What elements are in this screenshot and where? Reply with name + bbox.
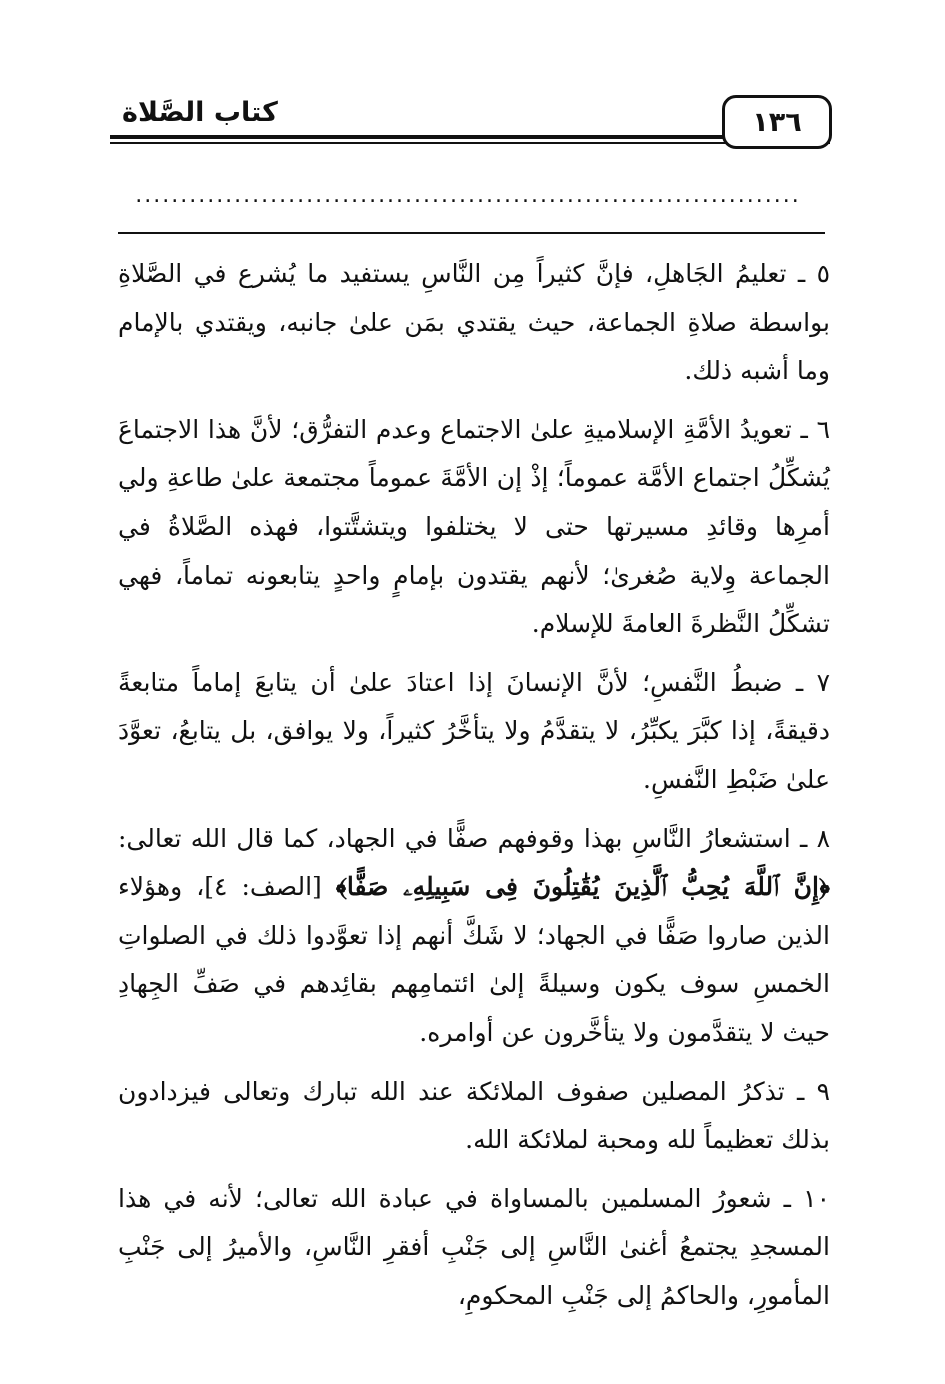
paragraph-10: ١٠ ـ شعورُ المسلمين بالمساواة في عبادة الله تعالى؛ لأنه في هذا المسجدِ يجتمعُ أغنىٰ النَّاسِ إلى جَنْبِ أفقرِ النَّاسِ، والأميرُ إلى جَنْبِ المأمورِ، والحاكمُ إلى جَنْبِ المحكومِ،: [118, 1183, 830, 1310]
header-rule-thin: [110, 142, 830, 144]
paragraph-8-rest: [الصف: ٤]، وهؤلاء الذين صاروا صَفًّا في الجهاد؛ لا شَكَّ أنهم إذا تعوَّدوا ذلك في الصلواتِ الخمسِ سوف يكون وسيلةً إلىٰ ائتمامِهم بقائِدهم في صَفِّ الجِهادِ حيث لا يتقدَّمون ولا يتأخَّرون عن أوامره.: [118, 872, 830, 1047]
paragraph-8: [118, 815, 830, 1058]
paragraph-6: ٦ ـ تعويدُ الأمَّةِ الإسلاميةِ علىٰ الاجتماع وعدم التفرُّق؛ لأنَّ هذا الاجتماعَ يُشكِّلُ اجتماع الأمَّة عموماً؛ إذْ إن الأمَّةَ عموماً مجتمعة علىٰ طاعةِ ولي أمرِها وقائدِ مسيرتها حتى لا يختلفوا ويتشتَّتوا، فهذه الصَّلاةُ في الجماعة وِلاية صُغرىٰ؛ لأنهم يقتدون بإمامٍ واحدٍ يتابعونه تماماً، فهي تشكِّلُ النَّظرةَ العامةَ للإسلام.: [118, 414, 830, 639]
page-header: [110, 95, 830, 170]
paragraph-9: ٩ ـ تذكرُ المصلين صفوف الملائكة عند الله تبارك وتعالى فيزدادون بذلك تعظيماً لله ومحبة لملائكة الله.: [118, 1076, 830, 1155]
paragraph-7: ٧ ـ ضبطُ النَّفسِ؛ لأنَّ الإنسانَ إذا اعتادَ علىٰ أن يتابعَ إماماً متابعةً دقيقةً، إذا كبَّرَ يكبِّرُ، لا يتقدَّمُ ولا يتأخَّرُ كثيراً، ولا يوافق، بل يتابعُ، تعوَّدَ علىٰ ضَبْطِ النَّفسِ.: [118, 667, 830, 794]
dotted-separator: ..........................................................................: [135, 183, 801, 208]
page-number: ١٣٦: [722, 95, 832, 149]
paragraph-8-intro: ٨ ـ استشعارُ النَّاسِ بهذا وقوفهم صفًّا في الجهاد، كما قال الله تعالى:: [118, 823, 830, 853]
quran-verse: ﴿إِنَّ ٱللَّهَ يُحِبُّ ٱلَّذِينَ يُقَٰتِلُونَ فِى سَبِيلِهِۦ صَفًّا﴾: [335, 872, 830, 902]
footnote-separator-rule: [118, 232, 825, 234]
paragraph-5: ٥ ـ تعليمُ الجَاهلِ، فإنَّ كثيراً مِن النَّاسِ يستفيد ما يُشرع في الصَّلاةِ بواسطة صلاةِ الجماعة، حيث يقتدي بمَن علىٰ جانبه، ويقتدي بالإمام وما أشبه ذلك.: [118, 259, 830, 386]
book-title: كتاب الصَّلاة: [122, 97, 278, 128]
body-text: [118, 250, 830, 1330]
